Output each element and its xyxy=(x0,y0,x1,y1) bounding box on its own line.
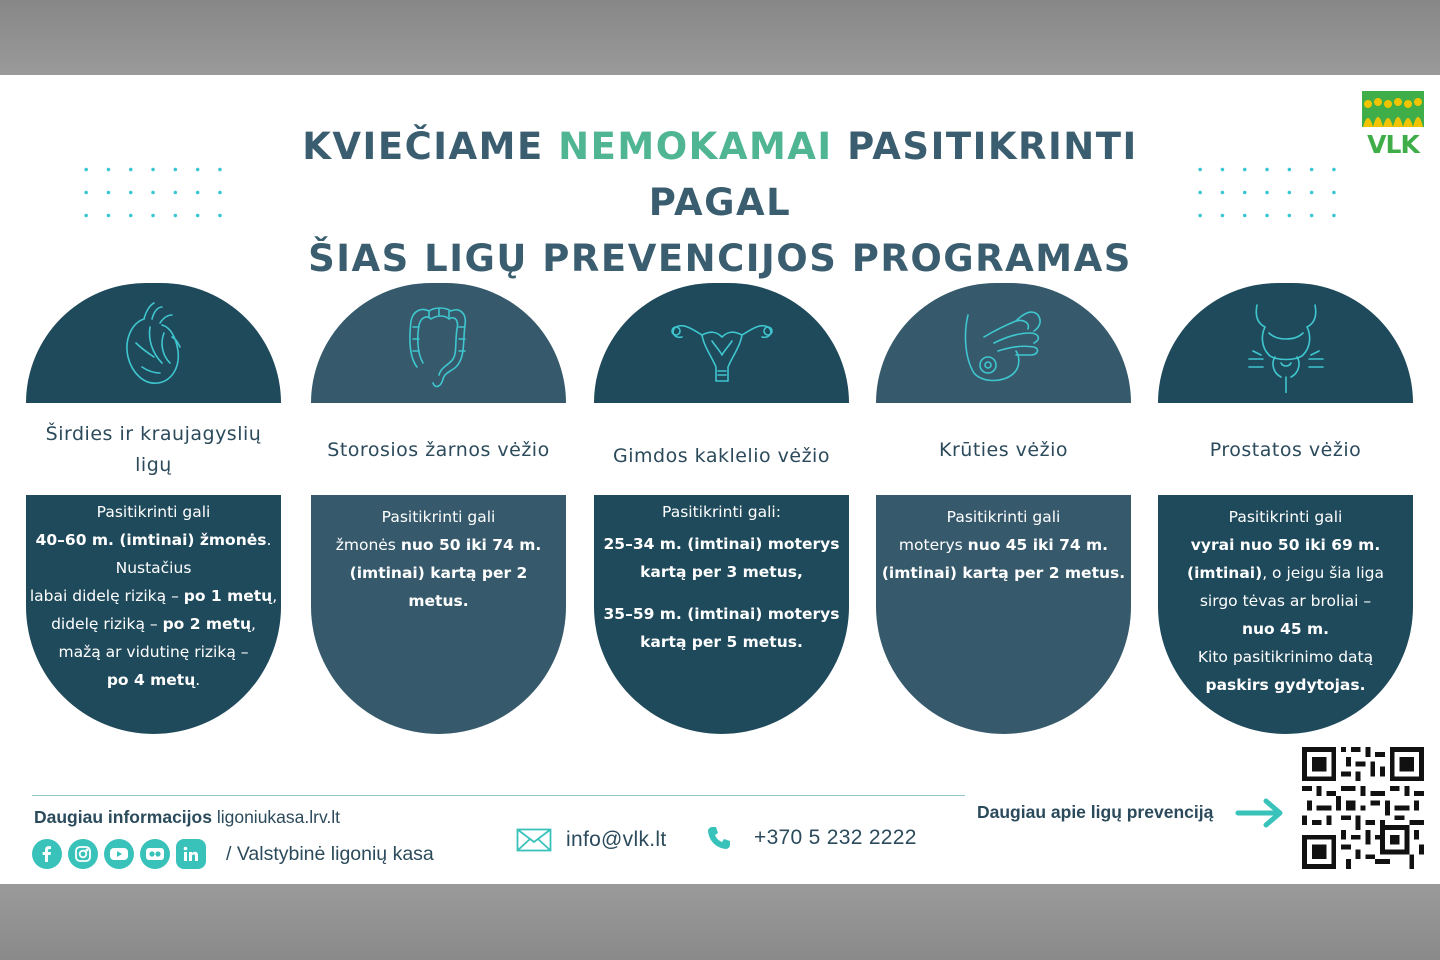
program-body xyxy=(594,495,849,734)
vlk-logo xyxy=(1362,91,1424,159)
program-card-heart xyxy=(26,283,281,734)
program-body xyxy=(876,495,1131,734)
phone-icon xyxy=(706,825,732,851)
body-line: vyrai nuo 50 iki 69 m. xyxy=(1190,536,1381,554)
body-line: mažą ar vidutinę riziką – xyxy=(58,643,249,661)
body-line: nuo 45 m. xyxy=(1241,620,1330,638)
body-line: Pasitikrinti gali xyxy=(96,503,211,521)
title-highlight: NEMOKAMAI xyxy=(558,125,833,168)
body-line xyxy=(594,586,849,600)
program-name: Storosios žarnos vėžio xyxy=(327,438,550,461)
body-line: kartą per 5 metus. xyxy=(640,633,803,651)
program-cap xyxy=(876,283,1131,403)
more-info-label: Daugiau informacijos xyxy=(34,807,212,827)
youtube-icon[interactable] xyxy=(104,839,134,869)
title-line-1 xyxy=(230,119,1210,231)
title-line-2: ŠIAS LIGŲ PREVENCIJOS PROGRAMAS xyxy=(308,237,1132,280)
program-cap xyxy=(1158,283,1413,403)
body-line: (imtinai) kartą per 2 xyxy=(349,564,528,582)
website-link[interactable]: ligoniukasa.lrv.lt xyxy=(216,807,341,827)
background-top xyxy=(0,0,1440,75)
program-card-prostate xyxy=(1158,283,1413,734)
body-line: 25–34 m. (imtinai) moterys xyxy=(603,535,840,553)
phone-text[interactable]: +370 5 232 2222 xyxy=(754,826,917,849)
background-bottom xyxy=(0,884,1440,960)
program-card-colon xyxy=(311,283,566,734)
organization-name: / Valstybinė ligonių kasa xyxy=(226,843,434,865)
body-line: paskirs gydytojas. xyxy=(1205,676,1366,694)
program-cap xyxy=(311,283,566,403)
prostate-icon xyxy=(1241,297,1331,393)
program-card-breast xyxy=(876,283,1131,734)
program-body xyxy=(26,495,281,734)
program-body xyxy=(1158,495,1413,734)
facebook-icon[interactable] xyxy=(32,839,62,869)
linkedin-icon[interactable] xyxy=(176,839,206,869)
body-line: didelę riziką – po 2 metų, xyxy=(51,615,256,633)
body-line: 35–59 m. (imtinai) moterys xyxy=(603,605,840,623)
program-cap xyxy=(26,283,281,403)
program-card-cervical xyxy=(594,283,849,734)
heart-icon xyxy=(114,297,194,393)
email-text[interactable]: info@vlk.lt xyxy=(566,828,667,851)
decorative-dots-left xyxy=(75,158,235,230)
program-cap xyxy=(594,283,849,403)
body-line: Pasitikrinti gali xyxy=(381,508,496,526)
body-line: labai didelę riziką – po 1 metų, xyxy=(29,587,278,605)
qr-code[interactable] xyxy=(1302,747,1424,869)
colon-icon xyxy=(399,297,479,393)
body-line: po 4 metų. xyxy=(106,671,201,689)
body-line: (imtinai), o jeigu šia liga xyxy=(1187,564,1384,582)
program-name: Krūties vėžio xyxy=(939,438,1068,461)
logo-text: VLK xyxy=(1367,130,1419,159)
program-name: Gimdos kaklelio vėžio xyxy=(613,444,830,467)
email-contact[interactable] xyxy=(516,828,666,852)
title-part-2: PASITIKRINTI PAGAL xyxy=(648,125,1138,224)
body-line: Pasitikrinti gali xyxy=(946,508,1061,526)
body-line: kartą per 3 metus, xyxy=(640,563,803,581)
body-line: sirgo tėvas ar broliai – xyxy=(1199,592,1372,610)
body-line: moterys nuo 45 iki 74 m. xyxy=(898,536,1109,554)
envelope-icon xyxy=(516,828,552,852)
body-line: Kito pasitikrinimo datą xyxy=(1197,648,1374,666)
body-line: (imtinai) kartą per 2 metus. xyxy=(881,564,1126,582)
arrow-right-icon xyxy=(1234,795,1286,831)
body-line: Pasitikrinti gali xyxy=(1228,508,1343,526)
uterus-icon xyxy=(662,297,782,393)
people-logo-icon xyxy=(1362,91,1424,127)
body-line: Pasitikrinti gali: xyxy=(662,503,781,521)
body-line: žmonės nuo 50 iki 74 m. xyxy=(335,536,542,554)
body-line: metus. xyxy=(408,592,469,610)
program-name: Širdies ir kraujagyslių ligų xyxy=(45,423,262,476)
poster-card xyxy=(0,75,1440,884)
breast-exam-icon xyxy=(954,297,1054,393)
footer-divider xyxy=(32,795,965,796)
program-name: Prostatos vėžio xyxy=(1209,438,1362,461)
phone-contact[interactable] xyxy=(706,825,917,851)
more-info xyxy=(34,807,340,828)
body-line: 40–60 m. (imtinai) žmonės. xyxy=(35,531,272,549)
title-part-1: KVIEČIAME xyxy=(302,125,559,168)
prevention-link[interactable]: Daugiau apie ligų prevenciją xyxy=(977,802,1214,822)
body-line: Nustačius xyxy=(115,559,192,577)
decorative-dots-right xyxy=(1189,158,1349,230)
social-icons xyxy=(32,839,206,869)
program-body xyxy=(311,495,566,734)
instagram-icon[interactable] xyxy=(68,839,98,869)
page-title xyxy=(230,119,1210,287)
flickr-icon[interactable] xyxy=(140,839,170,869)
